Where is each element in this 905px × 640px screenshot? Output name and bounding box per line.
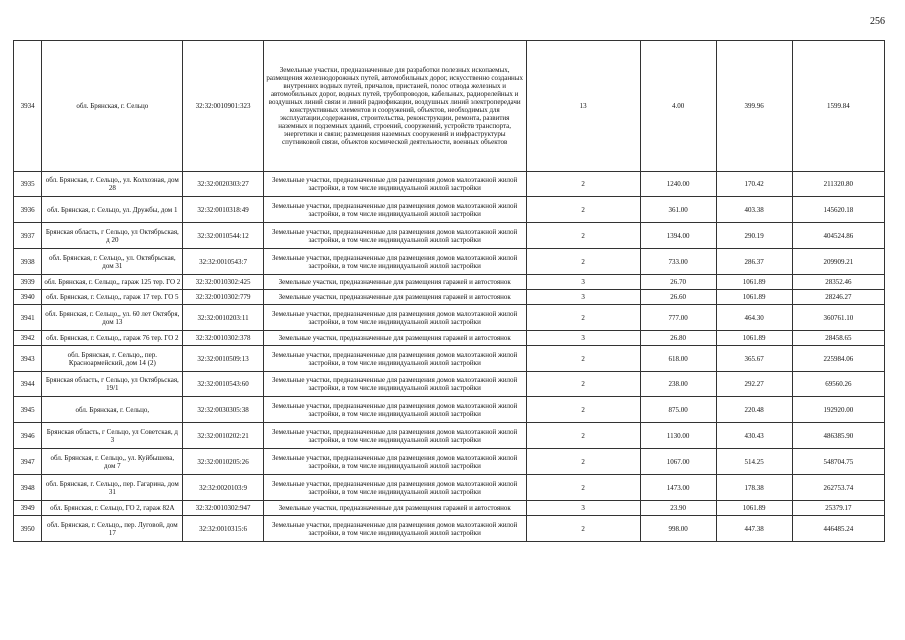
cell-address: обл. Брянская, г. Сельцо,, ул. 60 лет Октября, дом 13	[42, 305, 183, 331]
cell-use: Земельные участки, предназначенные для размещения домов малоэтажной жилой застройки, в том числе индивидуальной жилой застройки	[263, 172, 526, 197]
cell-rate: 514.25	[716, 449, 792, 475]
land-registry-table	[13, 40, 885, 542]
cell-use: Земельные участки, предназначенные для размещения домов малоэтажной жилой застройки, в том числе индивидуальной жилой застройки	[263, 346, 526, 372]
cell-area: 1394.00	[640, 223, 716, 249]
cell-area: 26.80	[640, 331, 716, 346]
cell-cadastral: 32:32:0010543:60	[183, 372, 263, 397]
table-row	[14, 275, 885, 290]
table-row	[14, 249, 885, 275]
cell-value: 28352.46	[792, 275, 884, 290]
table-row	[14, 172, 885, 197]
cell-use: Земельные участки, предназначенные для размещения домов малоэтажной жилой застройки, в том числе индивидуальной жилой застройки	[263, 516, 526, 542]
cell-area: 618.00	[640, 346, 716, 372]
cell-zone: 3	[526, 501, 640, 516]
cell-address: обл. Брянская, г. Сельцо	[42, 41, 183, 172]
cell-id: 3940	[14, 290, 42, 305]
cell-address: обл. Брянская, г. Сельцо,, ул. Куйбышева, дом 7	[42, 449, 183, 475]
cell-use: Земельные участки, предназначенные для размещения домов малоэтажной жилой застройки, в том числе индивидуальной жилой застройки	[263, 249, 526, 275]
cell-id: 3949	[14, 501, 42, 516]
cell-address: обл. Брянская, г. Сельцо,	[42, 397, 183, 423]
cell-rate: 365.67	[716, 346, 792, 372]
table-row	[14, 223, 885, 249]
cell-id: 3939	[14, 275, 42, 290]
cell-cadastral: 32:32:0010302:425	[183, 275, 263, 290]
cell-use: Земельные участки, предназначенные для размещения гаражей и автостоянок	[263, 275, 526, 290]
cell-value: 211320.80	[792, 172, 884, 197]
cell-use: Земельные участки, предназначенные для размещения домов малоэтажной жилой застройки, в том числе индивидуальной жилой застройки	[263, 397, 526, 423]
cell-address: обл. Брянская, г. Сельцо, ГО 2, гараж 82А	[42, 501, 183, 516]
cell-rate: 170.42	[716, 172, 792, 197]
cell-rate: 178.38	[716, 475, 792, 501]
cell-area: 1240.00	[640, 172, 716, 197]
cell-area: 875.00	[640, 397, 716, 423]
cell-use: Земельные участки, предназначенные для разработки полезных ископаемых, размещения железнодорожных путей, автомобильных дорог, искусственно созданных внутренних водных путей, причалов, пристаней, полос отвода железных и автомобильных дорог, водных путей, трубопроводов, кабельных, радиорелейных и воздушных линий связи и линий радиофикации, воздушных линий электропередачи конструктивных элементов и сооружений, объектов, необходимых для эксплуатации,содержания, строительства, реконструкции, ремонта, развития наземных и подземных зданий, строений, сооружений, устройств транспорта, энергетики и связи; размещения наземных сооружений и инфраструктуры спутниковой связи, объектов космической деятельности, военных объектов	[263, 41, 526, 172]
cell-cadastral: 32:32:0010203:11	[183, 305, 263, 331]
cell-address: обл. Брянская, г. Сельцо,, ул. Колхозная, дом 28	[42, 172, 183, 197]
cell-address: обл. Брянская, г. Сельцо,, пер. Луговой, дом 17	[42, 516, 183, 542]
cell-rate: 403.38	[716, 197, 792, 223]
cell-zone: 2	[526, 172, 640, 197]
cell-zone: 2	[526, 516, 640, 542]
cell-value: 69560.26	[792, 372, 884, 397]
cell-value: 28246.27	[792, 290, 884, 305]
cell-cadastral: 32:32:0010315:6	[183, 516, 263, 542]
table-row	[14, 449, 885, 475]
cell-cadastral: 32:32:0010544:12	[183, 223, 263, 249]
table-row	[14, 41, 885, 172]
cell-id: 3948	[14, 475, 42, 501]
cell-zone: 2	[526, 249, 640, 275]
cell-area: 1130.00	[640, 423, 716, 449]
cell-value: 548704.75	[792, 449, 884, 475]
cell-cadastral: 32:32:0010901:323	[183, 41, 263, 172]
cell-id: 3936	[14, 197, 42, 223]
cell-use: Земельные участки, предназначенные для размещения домов малоэтажной жилой застройки, в том числе индивидуальной жилой застройки	[263, 372, 526, 397]
table-row	[14, 305, 885, 331]
cell-id: 3946	[14, 423, 42, 449]
table-row	[14, 397, 885, 423]
cell-address: обл. Брянская, г. Сельцо,, гараж 17 тер. ГО 5	[42, 290, 183, 305]
cell-rate: 290.19	[716, 223, 792, 249]
cell-value: 192920.00	[792, 397, 884, 423]
cell-address: Брянская область, г Сельцо, ул Октябрьская, 19/1	[42, 372, 183, 397]
cell-value: 486385.90	[792, 423, 884, 449]
cell-id: 3934	[14, 41, 42, 172]
cell-zone: 13	[526, 41, 640, 172]
cell-area: 238.00	[640, 372, 716, 397]
cell-cadastral: 32:32:0020103:9	[183, 475, 263, 501]
cell-id: 3944	[14, 372, 42, 397]
cell-value: 28458.65	[792, 331, 884, 346]
cell-rate: 430.43	[716, 423, 792, 449]
cell-area: 23.90	[640, 501, 716, 516]
cell-id: 3937	[14, 223, 42, 249]
cell-id: 3935	[14, 172, 42, 197]
cell-zone: 3	[526, 275, 640, 290]
cell-zone: 2	[526, 197, 640, 223]
cell-id: 3943	[14, 346, 42, 372]
cell-zone: 2	[526, 475, 640, 501]
cell-rate: 1061.89	[716, 501, 792, 516]
table-row	[14, 423, 885, 449]
cell-use: Земельные участки, предназначенные для размещения гаражей и автостоянок	[263, 501, 526, 516]
cell-address: обл. Брянская, г. Сельцо,, гараж 76 тер. ГО 2	[42, 331, 183, 346]
table-row	[14, 475, 885, 501]
cell-id: 3942	[14, 331, 42, 346]
table-row	[14, 331, 885, 346]
cell-cadastral: 32:32:0030305:38	[183, 397, 263, 423]
cell-address: обл. Брянская, г. Сельцо,, пер. Гагарина, дом 31	[42, 475, 183, 501]
cell-area: 4.00	[640, 41, 716, 172]
cell-use: Земельные участки, предназначенные для размещения домов малоэтажной жилой застройки, в том числе индивидуальной жилой застройки	[263, 449, 526, 475]
cell-rate: 292.27	[716, 372, 792, 397]
cell-cadastral: 32:32:0020303:27	[183, 172, 263, 197]
cell-use: Земельные участки, предназначенные для размещения гаражей и автостоянок	[263, 290, 526, 305]
cell-cadastral: 32:32:0010302:779	[183, 290, 263, 305]
cell-zone: 2	[526, 223, 640, 249]
cell-id: 3941	[14, 305, 42, 331]
cell-cadastral: 32:32:0010205:26	[183, 449, 263, 475]
cell-id: 3945	[14, 397, 42, 423]
cell-value: 404524.86	[792, 223, 884, 249]
cell-value: 145620.18	[792, 197, 884, 223]
cell-zone: 2	[526, 449, 640, 475]
cell-id: 3947	[14, 449, 42, 475]
cell-value: 446485.24	[792, 516, 884, 542]
cell-use: Земельные участки, предназначенные для размещения домов малоэтажной жилой застройки, в том числе индивидуальной жилой застройки	[263, 423, 526, 449]
cell-address: обл. Брянская, г. Сельцо,, ул. Октябрьская, дом 31	[42, 249, 183, 275]
table-row	[14, 372, 885, 397]
cell-rate: 464.30	[716, 305, 792, 331]
cell-zone: 2	[526, 397, 640, 423]
cell-address: обл. Брянская, г. Сельцо,, гараж 125 тер. ГО 2	[42, 275, 183, 290]
cell-cadastral: 32:32:0010318:49	[183, 197, 263, 223]
cell-cadastral: 32:32:0010509:13	[183, 346, 263, 372]
cell-rate: 286.37	[716, 249, 792, 275]
cell-value: 1599.84	[792, 41, 884, 172]
cell-id: 3950	[14, 516, 42, 542]
cell-address: обл. Брянская, г. Сельцо,, пер. Красноармейский, дом 14 (2)	[42, 346, 183, 372]
table-row	[14, 516, 885, 542]
cell-cadastral: 32:32:0010543:7	[183, 249, 263, 275]
cell-use: Земельные участки, предназначенные для размещения домов малоэтажной жилой застройки, в том числе индивидуальной жилой застройки	[263, 475, 526, 501]
cell-area: 1473.00	[640, 475, 716, 501]
cell-rate: 1061.89	[716, 331, 792, 346]
cell-zone: 2	[526, 346, 640, 372]
cell-address: Брянская область, г Сельцо, ул Октябрьская, д 20	[42, 223, 183, 249]
cell-zone: 3	[526, 331, 640, 346]
cell-value: 262753.74	[792, 475, 884, 501]
cell-area: 26.60	[640, 290, 716, 305]
table-row	[14, 346, 885, 372]
cell-id: 3938	[14, 249, 42, 275]
cell-zone: 2	[526, 372, 640, 397]
table-row	[14, 501, 885, 516]
table-row	[14, 197, 885, 223]
cell-area: 998.00	[640, 516, 716, 542]
cell-rate: 447.38	[716, 516, 792, 542]
cell-rate: 1061.89	[716, 290, 792, 305]
cell-cadastral: 32:32:0010302:947	[183, 501, 263, 516]
cell-cadastral: 32:32:0010302:378	[183, 331, 263, 346]
cell-use: Земельные участки, предназначенные для размещения домов малоэтажной жилой застройки, в том числе индивидуальной жилой застройки	[263, 197, 526, 223]
cell-value: 25379.17	[792, 501, 884, 516]
cell-value: 360761.10	[792, 305, 884, 331]
table-row	[14, 290, 885, 305]
cell-value: 209909.21	[792, 249, 884, 275]
cell-address: обл. Брянская, г. Сельцо, ул. Дружбы, дом 1	[42, 197, 183, 223]
cell-rate: 399.96	[716, 41, 792, 172]
page-number: 256	[870, 16, 885, 27]
cell-zone: 2	[526, 305, 640, 331]
cell-area: 733.00	[640, 249, 716, 275]
cell-area: 777.00	[640, 305, 716, 331]
cell-zone: 3	[526, 290, 640, 305]
cell-area: 1067.00	[640, 449, 716, 475]
cell-use: Земельные участки, предназначенные для размещения домов малоэтажной жилой застройки, в том числе индивидуальной жилой застройки	[263, 223, 526, 249]
cell-rate: 220.48	[716, 397, 792, 423]
cell-zone: 2	[526, 423, 640, 449]
cell-area: 361.00	[640, 197, 716, 223]
cell-value: 225984.06	[792, 346, 884, 372]
cell-area: 26.70	[640, 275, 716, 290]
cell-use: Земельные участки, предназначенные для размещения домов малоэтажной жилой застройки, в том числе индивидуальной жилой застройки	[263, 305, 526, 331]
cell-cadastral: 32:32:0010202:21	[183, 423, 263, 449]
cell-rate: 1061.89	[716, 275, 792, 290]
cell-address: Брянская область, г Сельцо, ул Советская, д 3	[42, 423, 183, 449]
cell-use: Земельные участки, предназначенные для размещения гаражей и автостоянок	[263, 331, 526, 346]
